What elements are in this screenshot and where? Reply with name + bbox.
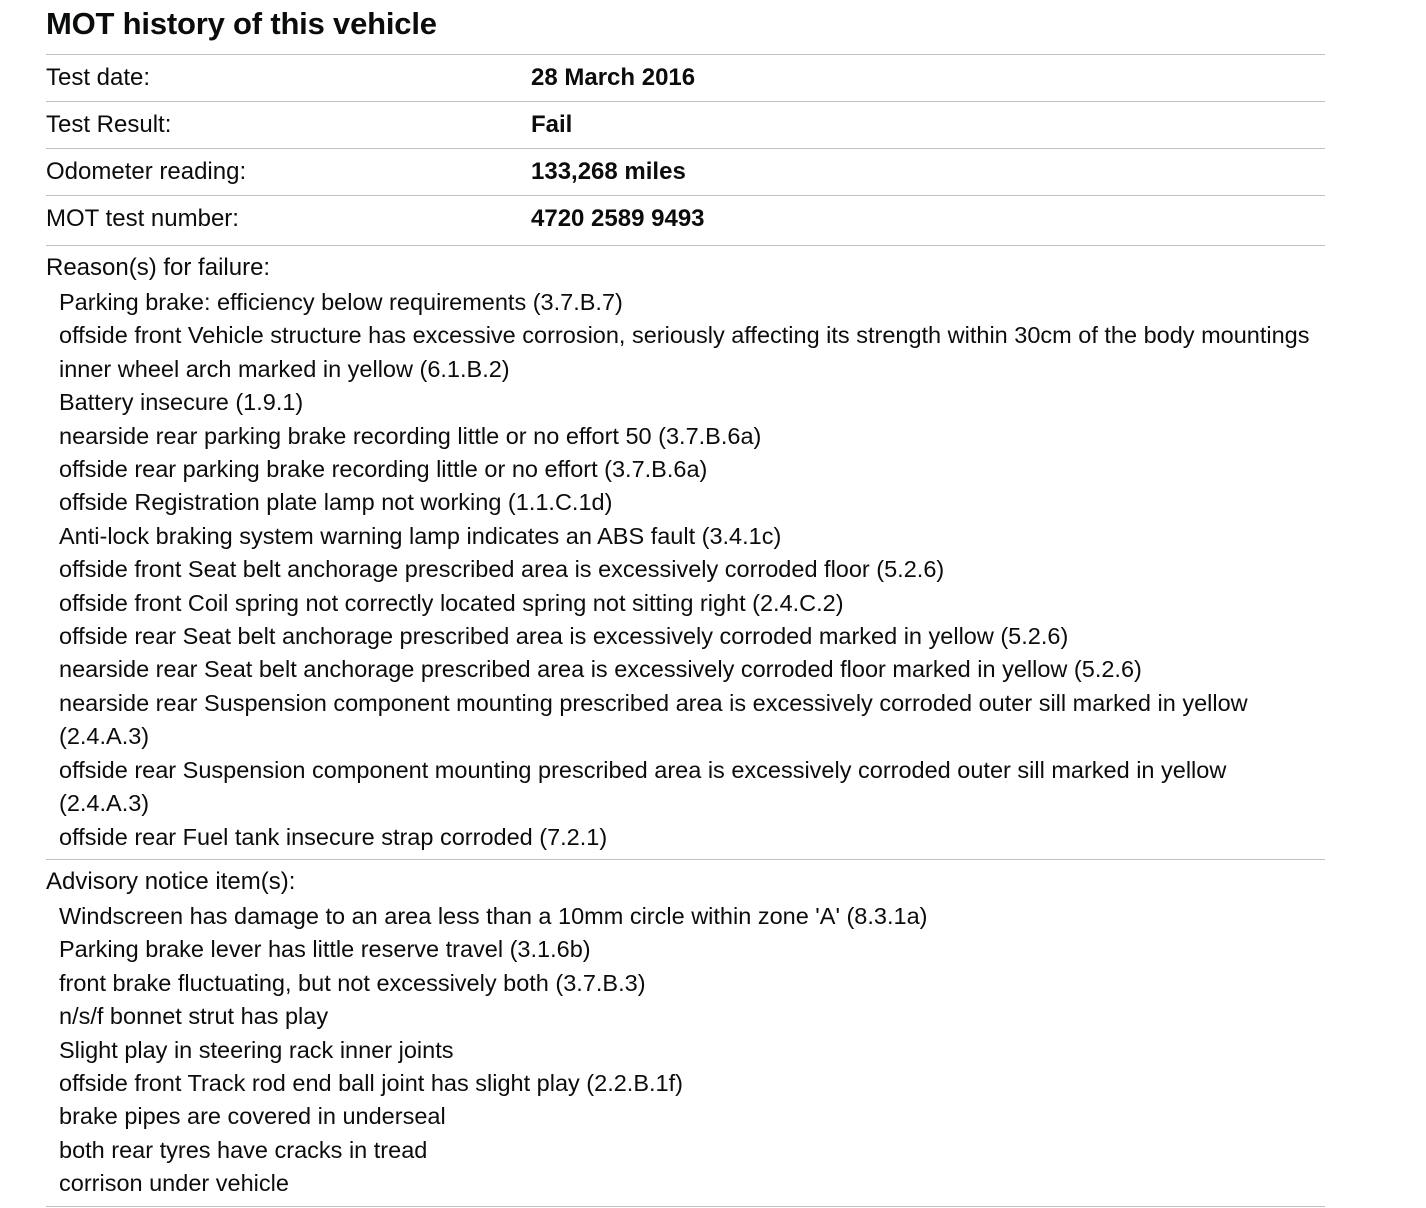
- test-date-value: 28 March 2016: [531, 64, 696, 91]
- advisory-item: corrison under vehicle: [59, 1170, 289, 1197]
- advisory-item: n/s/f bonnet strut has play: [59, 1003, 329, 1030]
- advisory-item: front brake fluctuating, but not excessively both (3.7.B.3): [59, 969, 646, 996]
- failure-item: offside front Coil spring not correctly located spring not sitting right (2.4.C.2): [59, 589, 844, 616]
- failure-item: Anti-lock braking system warning lamp indicates an ABS fault (3.4.1c): [59, 522, 782, 549]
- failure-item: nearside rear parking brake recording little or no effort 50 (3.7.B.6a): [59, 422, 762, 449]
- failure-item: offside front Vehicle structure has excessive corrosion, seriously affecting its strength within 30cm of the body mountings inner wheel arch marked in yellow (6.1.B.2): [59, 322, 1310, 382]
- failure-reasons-section: [46, 245, 1325, 859]
- test-number-row: [46, 195, 1325, 242]
- test-result-label: Test Result:: [46, 111, 172, 138]
- test-number-value: 4720 2589 9493: [531, 205, 705, 232]
- test-result-value: Fail: [531, 111, 573, 138]
- odometer-label: Odometer reading:: [46, 158, 247, 185]
- advisory-item: brake pipes are covered in underseal: [59, 1103, 446, 1130]
- failure-item: nearside rear Suspension component mounting prescribed area is excessively corroded outer sill marked in yellow (2.4.A.3): [59, 689, 1248, 750]
- advisory-item: Parking brake lever has little reserve travel (3.1.6b): [59, 936, 591, 963]
- advisory-item: Windscreen has damage to an area less than a 10mm circle within zone 'A' (8.3.1a): [59, 903, 928, 929]
- advisory-notices-section: [46, 859, 1325, 1208]
- advisory-item: Slight play in steering rack inner joints: [59, 1036, 454, 1063]
- failure-reasons-label: Reason(s) for failure:: [46, 254, 271, 281]
- advisory-item: offside front Track rod end ball joint has slight play (2.2.B.1f): [59, 1070, 683, 1097]
- failure-item: Battery insecure (1.9.1): [59, 389, 304, 416]
- failure-item: nearside rear Seat belt anchorage prescribed area is excessively corroded floor marked in yellow (5.2.6): [59, 656, 1142, 683]
- advisory-notices-label: Advisory notice item(s):: [46, 868, 296, 895]
- failure-item: offside rear parking brake recording little or no effort (3.7.B.6a): [59, 456, 708, 483]
- advisory-notices-list: [59, 900, 1321, 1201]
- failure-item: offside rear Suspension component mounting prescribed area is excessively corroded outer sill marked in yellow (2.4.A.3): [59, 756, 1227, 817]
- test-date-label: Test date:: [46, 64, 151, 91]
- bottom-divider: [46, 1206, 1325, 1207]
- failure-item: offside rear Seat belt anchorage prescribed area is excessively corroded marked in yellow (5.2.6): [59, 623, 1069, 650]
- odometer-value: 133,268 miles: [531, 158, 686, 185]
- test-number-label: MOT test number:: [46, 205, 239, 232]
- advisory-item: both rear tyres have cracks in tread: [59, 1136, 428, 1163]
- failure-reasons-list: [59, 286, 1321, 854]
- odometer-row: [46, 148, 1325, 195]
- failure-item: Parking brake: efficiency below requirements (3.7.B.7): [59, 289, 623, 315]
- page-title: MOT history of this vehicle: [46, 6, 437, 41]
- test-summary: [46, 54, 1325, 242]
- failure-item: offside front Seat belt anchorage prescribed area is excessively corroded floor (5.2.6): [59, 556, 945, 583]
- test-result-row: [46, 101, 1325, 148]
- test-date-row: [46, 54, 1325, 101]
- failure-item: offside Registration plate lamp not working (1.1.C.1d): [59, 489, 613, 516]
- failure-item: offside rear Fuel tank insecure strap corroded (7.2.1): [59, 823, 608, 850]
